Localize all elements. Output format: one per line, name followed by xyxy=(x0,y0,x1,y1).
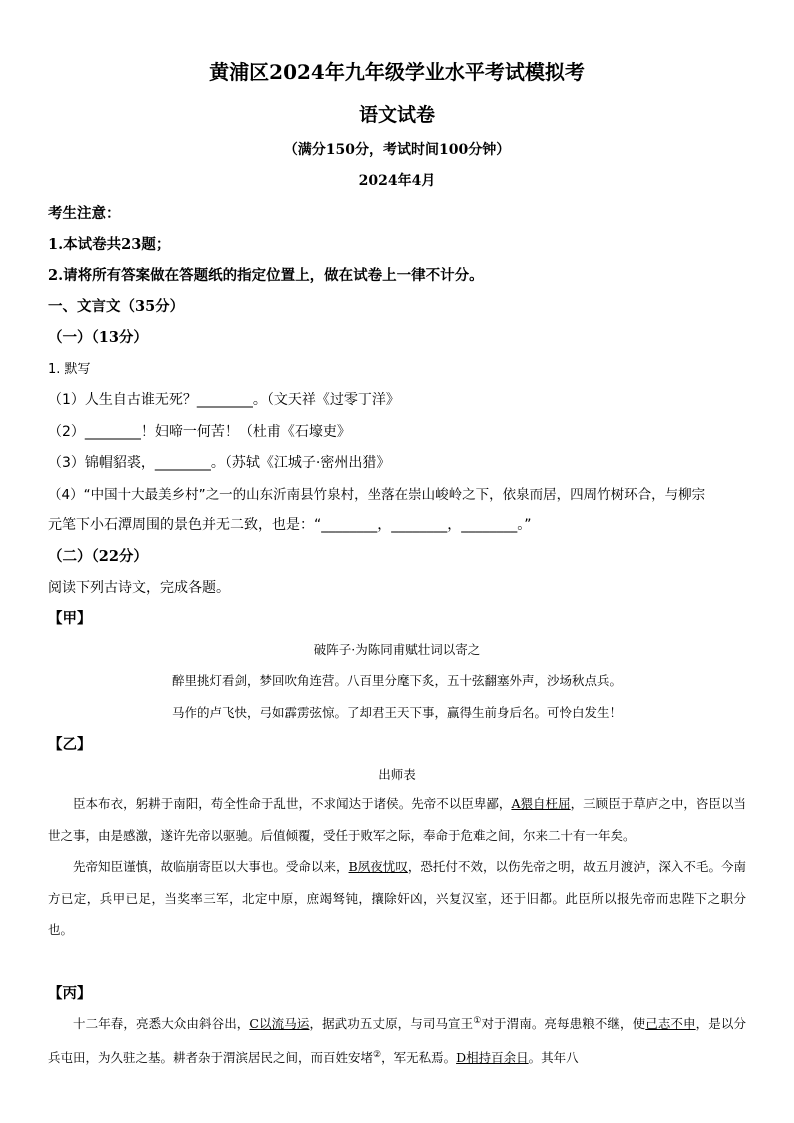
passage-label-yi: 【乙】 xyxy=(48,736,92,753)
question-item: （2）________！妇啼一何苦！（杜甫《石壕吏》 xyxy=(48,424,351,440)
footnote-marker: ② xyxy=(373,1049,382,1060)
notice-heading: 考生注意： xyxy=(48,205,121,222)
underlined-phrase: A猥自枉屈 xyxy=(511,796,571,811)
footnote-marker: ① xyxy=(473,1016,482,1026)
passage-title: 出师表 xyxy=(378,767,416,782)
section-heading: 一、文言文（35分） xyxy=(48,298,185,315)
instruction-text: 阅读下列古诗文，完成各题。 xyxy=(48,580,230,596)
paragraph: 先帝知臣谨慎，故临崩寄臣以大事也。受命以来，B夙夜忧叹，恐托付不效，以伤先帝之明，故五月渡泸，深入不毛。今南方已定，兵甲已足，当奖率三军，北定中原，庶竭驽钝，攘除奸凶，兴复汉室，还于旧都。此臣所以报先帝而忠陛下之职分也。 xyxy=(48,859,746,937)
exam-date: 2024年4月 xyxy=(358,173,436,189)
exam-note: （满分150分，考试时间100分钟） xyxy=(283,142,511,158)
question-item: （1）人生自古谁无死？________。（文天祥《过零丁洋》 xyxy=(48,392,400,408)
notice-item: 2.请将所有答案做在答题纸的指定位置上，做在试卷上一律不计分。 xyxy=(48,267,484,284)
question-item: （4）“中国十大最美乡村”之一的山东沂南县竹泉村，坐落在崇山峻岭之下，依泉而居，四周竹树环合，与柳宗 xyxy=(48,487,706,503)
passage-yi xyxy=(48,788,746,946)
question-label: 1. 默写 xyxy=(48,362,91,377)
poem-title: 破阵子·为陈同甫赋壮词以寄之 xyxy=(313,642,481,657)
passage-label-bing: 【丙】 xyxy=(48,985,92,1002)
question-item: 元笔下小石潭周围的景色并无二致，也是：“________，________，________。” xyxy=(48,517,532,533)
underlined-phrase: C以流马运 xyxy=(249,1016,310,1032)
paragraph: 十二年春，亮悉大众由斜谷出，C以流马运，据武功五丈原，与司马宣王①对于渭南。亮每患粮不继，使己志不申，是以分兵屯田，为久驻之基。耕者杂于渭滨居民之间，而百姓安堵②，军无私焉。D相持百余日。其年八 xyxy=(48,1016,746,1065)
underlined-phrase: D相持百余日 xyxy=(456,1049,529,1065)
poem-line: 马作的卢飞快，弓如霹雳弦惊。了却君王天下事，赢得生前身后名。可怜白发生！ xyxy=(171,705,622,720)
notice-item: 1.本试卷共23题； xyxy=(48,236,171,253)
poem-line: 醉里挑灯看剑，梦回吹角连营。八百里分麾下炙，五十弦翻塞外声，沙场秋点兵。 xyxy=(171,673,622,688)
underlined-phrase: B夙夜忧叹 xyxy=(348,859,408,874)
underlined-phrase: 己志不申 xyxy=(645,1016,696,1032)
exam-title: 黄浦区2024年九年级学业水平考试模拟考 xyxy=(209,60,585,84)
passage-label-jia: 【甲】 xyxy=(48,610,92,627)
exam-subtitle: 语文试卷 xyxy=(358,104,435,126)
question-item: （3）锦帽貂裘，________。（苏轼《江城子·密州出猎》 xyxy=(48,455,391,471)
part-heading: （二）（22分） xyxy=(48,548,148,565)
part-heading: （一）（13分） xyxy=(48,329,148,346)
passage-bing xyxy=(48,1006,746,1073)
paragraph: 臣本布衣，躬耕于南阳，苟全性命于乱世，不求闻达于诸侯。先帝不以臣卑鄙，A猥自枉屈，三顾臣于草庐之中，咨臣以当世之事，由是感激，遂许先帝以驱驰。后值倾覆，受任于败军之际，奉命于危难之间，尔来二十有一年矣。 xyxy=(48,796,746,843)
